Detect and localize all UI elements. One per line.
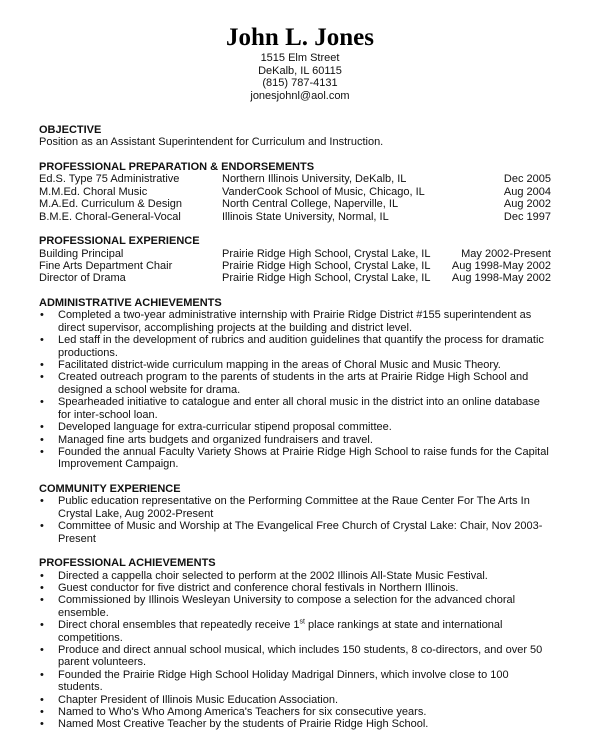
list-item: • Public education representative on the Performing Committee at the Raue Center For The Arts In Crystal Lake, Aug 2002-Present: [39, 495, 551, 520]
section-heading: PROFESSIONAL PREPARATION & ENDORSEMENTS: [39, 161, 315, 173]
objective-text: Position as an Assistant Superintendent for Curriculum and Instruction.: [39, 136, 384, 149]
date-range: May 2002-Present: [461, 247, 551, 260]
list-item: • Committee of Music and Worship at The Evangelical Free Church of Crystal Lake: Chair, Nov 2003-Present: [39, 520, 551, 545]
community-section: [39, 483, 551, 545]
job-row: [39, 272, 551, 284]
degree-row: [39, 211, 551, 223]
item-text-rest: place rankings at state and international competitions.: [58, 619, 503, 644]
list-item: • Spearheaded initiative to catalogue and enter all choral music in the district into an online database for inter-school loan.: [39, 396, 551, 421]
list-item: • Commissioned by Illinois Wesleyan University to compose a selection for the advanced choral ensemble.: [39, 594, 551, 619]
list-item: • Directed a cappella choir selected to perform at the 2002 Illinois All-State Music Festival.: [39, 570, 551, 582]
bullet-list: [39, 309, 551, 470]
section-heading: PROFESSIONAL EXPERIENCE: [39, 235, 200, 248]
preparation-section: [39, 161, 551, 223]
section-heading: COMMUNITY EXPERIENCE: [39, 482, 181, 495]
admin-achievements-section: [39, 297, 551, 471]
degree: M.M.Ed. Choral Music: [39, 185, 148, 198]
list-item: • Developed language for extra-curricular stipend proposal committee.: [39, 421, 551, 433]
degree: M.A.Ed. Curriculum & Design: [39, 198, 183, 211]
date: Dec 1997: [503, 210, 551, 223]
candidate-name: John L. Jones: [226, 24, 374, 51]
list-item: • Named Most Creative Teacher by the students of Prairie Ridge High School.: [39, 718, 551, 730]
ordinal-suffix: st: [299, 618, 305, 626]
list-item: • Guest conductor for five district and conference choral festivals in Northern Illinois.: [39, 582, 551, 594]
institution: VanderCook School of Music, Chicago, IL: [222, 185, 425, 198]
job-title: Director of Drama: [39, 272, 126, 285]
date-range: Aug 1998-May 2002: [451, 272, 551, 285]
employer: Prairie Ridge High School, Crystal Lake, IL: [222, 272, 431, 285]
section-heading: PROFESSIONAL ACHIEVEMENTS: [39, 557, 216, 570]
list-item: • Founded the annual Faculty Variety Shows at Prairie Ridge High School to raise funds for the Capital Improvement Campaign.: [39, 446, 551, 471]
degree: B.M.E. Choral-General-Vocal: [39, 210, 181, 223]
list-item: • Completed a two-year administrative internship with Prairie Ridge District #155 superintendent as direct supervisor, accomplishing projects at the building and district level.: [39, 309, 551, 334]
city-state-zip: DeKalb, IL 60115: [258, 64, 342, 77]
degree-row: [39, 173, 551, 185]
list-item: [39, 619, 551, 644]
item-text: Direct choral ensembles that repeatedly receive 1: [58, 619, 300, 632]
date: Aug 2004: [503, 185, 551, 198]
date-range: Aug 1998-May 2002: [451, 260, 551, 273]
professional-achievements-section: [39, 557, 551, 731]
objective-section: [39, 124, 551, 149]
employer: Prairie Ridge High School, Crystal Lake, IL: [222, 247, 431, 260]
job-row: [39, 248, 551, 260]
section-heading: OBJECTIVE: [39, 124, 102, 136]
email: jonesjohnl@aol.com: [250, 89, 350, 102]
job-title: Fine Arts Department Chair: [39, 260, 173, 273]
list-item: • Named to Who's Who Among America's Teachers for six consecutive years.: [39, 706, 551, 718]
street-address: 1515 Elm Street: [260, 52, 340, 64]
job-row: [39, 260, 551, 272]
list-item: • Facilitated district-wide curriculum mapping in the areas of Choral Music and Music Theory.: [39, 359, 551, 371]
phone: (815) 787-4131: [262, 77, 338, 90]
contact-info: [0, 52, 600, 102]
institution: Northern Illinois University, DeKalb, IL: [222, 173, 407, 186]
degree: Ed.S. Type 75 Administrative: [39, 173, 180, 186]
list-item: • Chapter President of Illinois Music Education Association.: [39, 694, 551, 706]
section-heading: ADMINISTRATIVE ACHIEVEMENTS: [39, 297, 222, 310]
list-item: • Produce and direct annual school musical, which includes 150 students, 8 co-directors, and over 50 parent volunteers.: [39, 644, 551, 669]
date: Dec 2005: [503, 173, 551, 186]
date: Aug 2002: [503, 198, 551, 211]
institution: Illinois State University, Normal, IL: [222, 210, 389, 223]
list-item: • Managed fine arts budgets and organized fundraisers and travel.: [39, 434, 551, 446]
experience-section: [39, 235, 551, 285]
institution: North Central College, Naperville, IL: [222, 198, 399, 211]
list-item: • Founded the Prairie Ridge High School Holiday Madrigal Dinners, which involve close to 100 students.: [39, 669, 551, 694]
list-item: • Led staff in the development of rubrics and audition guidelines that quantify the process for dramatic productions.: [39, 334, 551, 359]
job-title: Building Principal: [39, 247, 124, 260]
list-item: • Created outreach program to the parents of students in the arts at Prairie Ridge High School and designed a school website for drama.: [39, 371, 551, 396]
employer: Prairie Ridge High School, Crystal Lake, IL: [222, 260, 431, 273]
bullet-list: [39, 495, 551, 545]
resume-body: [39, 124, 551, 743]
resume-header: [0, 24, 600, 102]
degree-row: [39, 186, 551, 198]
degree-row: [39, 198, 551, 210]
bullet-list: [39, 570, 551, 731]
